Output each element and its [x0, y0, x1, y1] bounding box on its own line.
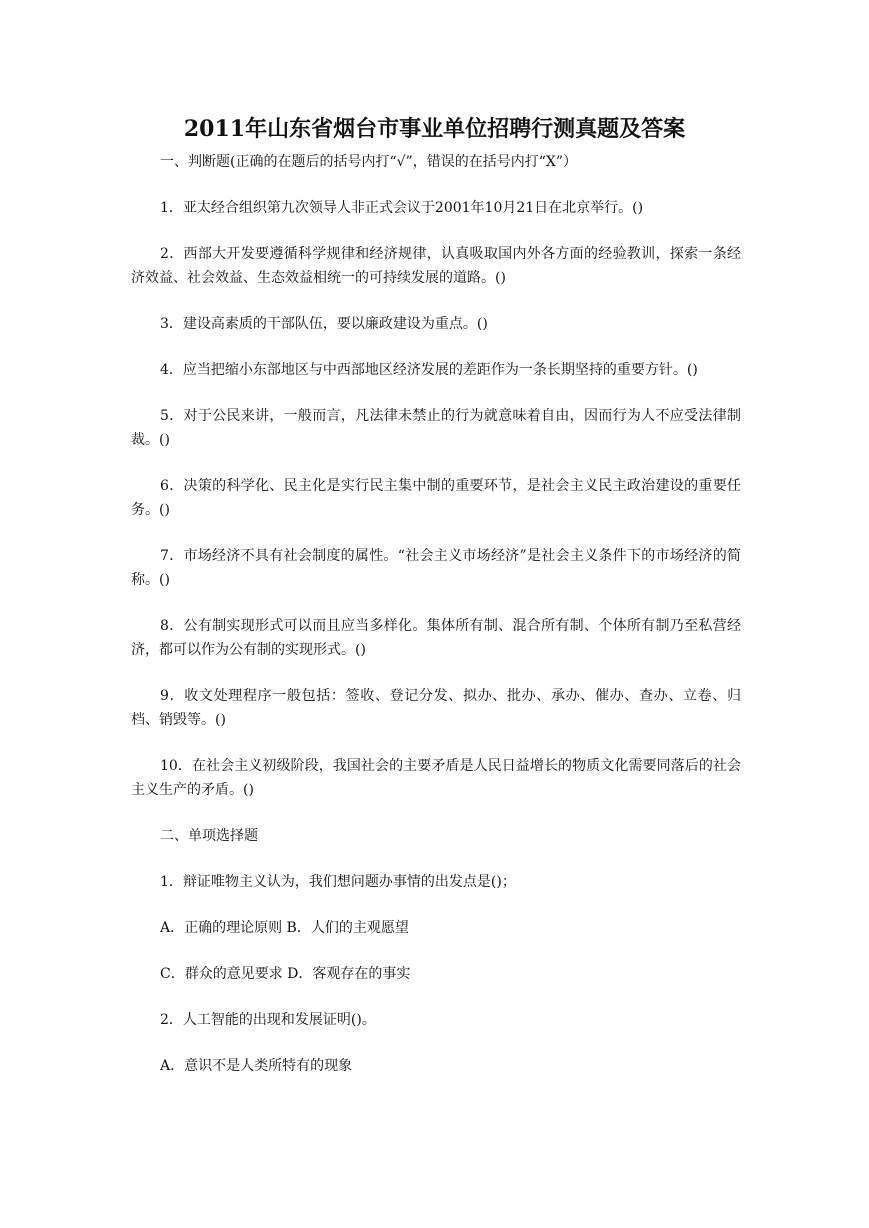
question-paragraph: 7．市场经济不具有社会制度的属性。“社会主义市场经济”是社会主义条件下的市场经济的简称。() — [131, 548, 741, 588]
document-body — [131, 150, 741, 1100]
question-paragraph: 2．人工智能的出现和发展证明()。 — [160, 1012, 376, 1028]
section-heading-single-choice: 二、单项选择题 — [160, 828, 258, 844]
question-paragraph: 1．亚太经合组织第九次领导人非正式会议于2001年10月21日在北京举行。() — [160, 200, 644, 216]
section-heading-true-false: 一、判断题(正确的在题后的括号内打“√”，错误的在括号内打“X”） — [160, 154, 577, 170]
question-paragraph: 10．在社会主义初级阶段，我国社会的主要矛盾是人民日益增长的物质文化需要同落后的社会主义生产的矛盾。() — [131, 758, 741, 798]
answer-options: A．正确的理论原则 B．人们的主观愿望 — [160, 920, 409, 936]
document-title: 2011年山东省烟台市事业单位招聘行测真题及答案 — [183, 116, 686, 142]
question-paragraph: 3．建设高素质的干部队伍，要以廉政建设为重点。() — [160, 316, 488, 332]
question-paragraph: 8．公有制实现形式可以而且应当多样化。集体所有制、混合所有制、个体所有制乃至私营经济，都可以作为公有制的实现形式。() — [131, 618, 741, 658]
question-paragraph: 1．辩证唯物主义认为，我们想问题办事情的出发点是()； — [160, 874, 516, 890]
answer-options: C．群众的意见要求 D．客观存在的事实 — [160, 966, 411, 982]
question-paragraph: 5．对于公民来讲，一般而言，凡法律未禁止的行为就意味着自由，因而行为人不应受法律制裁。() — [131, 408, 741, 448]
question-paragraph: 6．决策的科学化、民主化是实行民主集中制的重要环节，是社会主义民主政治建设的重要任务。() — [131, 478, 741, 518]
answer-options: A．意识不是人类所特有的现象 — [160, 1058, 353, 1074]
question-paragraph: 9．收文处理程序一般包括：签收、登记分发、拟办、批办、承办、催办、查办、立卷、归档、销毁等。() — [131, 688, 741, 728]
question-paragraph: 2．西部大开发要遵循科学规律和经济规律，认真吸取国内外各方面的经验教训，探索一条经济效益、社会效益、生态效益相统一的可持续发展的道路。() — [131, 246, 741, 286]
question-paragraph: 4．应当把缩小东部地区与中西部地区经济发展的差距作为一条长期坚持的重要方针。() — [160, 362, 698, 378]
